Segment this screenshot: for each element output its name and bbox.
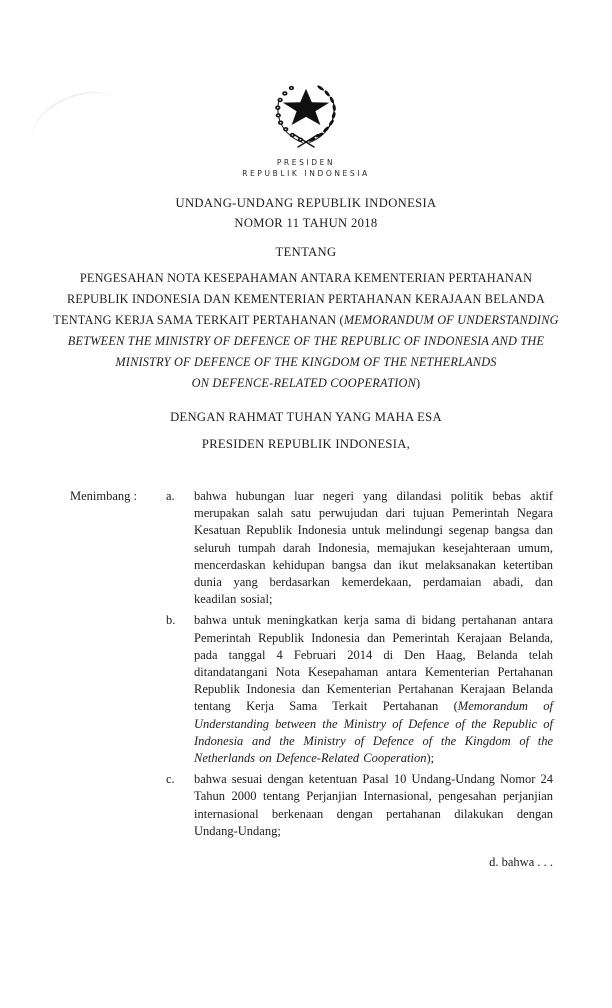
item-text (194, 612, 553, 767)
tentang-heading: TENTANG (275, 245, 337, 259)
law-title-block (0, 193, 612, 262)
menimbang-row (58, 488, 553, 840)
item-marker: a. (166, 489, 175, 503)
catchword: d. bahwa . . . (489, 855, 553, 870)
law-number: NOMOR 11 TAHUN 2018 (234, 216, 378, 230)
item-marker: b. (166, 613, 176, 628)
letterhead-republik: REPUBLIK INDONESIA (242, 168, 370, 178)
item-text-normal: bahwa untuk meningkatkan kerja sama di bidang pertahanan antara Pemerintah Republik Indonesia dan Pemerintah Kerajaan Belanda, pada tanggal 4 Februari 2014 di Den Haag, Belanda telah ditandatangani Nota Kesepahaman antara Kementerian Pertahanan Republik Indonesia dan Kementerian Pertahanan Kerajaan Belanda tentang Kerja Sama Terkait Pertahanan ( (194, 613, 553, 714)
subject-line: PENGESAHAN NOTA KESEPAHAMAN ANTARA KEMENTERIAN PERTAHANAN (79, 271, 533, 285)
subject-text-italic: MEMORANDUM OF UNDERSTANDING (343, 313, 559, 327)
consideration-item-a (166, 488, 553, 608)
item-marker: c. (166, 772, 175, 787)
subject-line: REPUBLIK INDONESIA DAN KEMENTERIAN PERTAHANAN KERAJAAN BELANDA (67, 292, 545, 306)
item-text: bahwa sesuai dengan ketentuan Pasal 10 Undang-Undang Nomor 24 Tahun 2000 tentang Perjanjian Internasional, pengesahan perjanjian internasional berkenaan dengan pertahanan dilakukan dengan Undang-Undang; (194, 772, 553, 838)
subject-line: MINISTRY OF DEFENCE OF THE KINGDOM OF THE NETHERLANDS (115, 355, 497, 369)
menimbang-label: Menimbang : (70, 489, 138, 503)
item-text-close: ); (426, 751, 435, 766)
preamble (0, 410, 612, 452)
presidential-star-wreath-emblem-icon (259, 78, 353, 152)
subject-line: BETWEEN THE MINISTRY OF DEFENCE OF THE REPUBLIC OF INDONESIA AND THE (67, 334, 545, 348)
subject-text-normal: ) (416, 376, 421, 390)
rahmat-line: DENGAN RAHMAT TUHAN YANG MAHA ESA (170, 410, 442, 424)
subject-line (0, 310, 612, 331)
subject-title (0, 268, 612, 394)
letterhead (0, 78, 612, 179)
subject-line (0, 373, 612, 394)
consideration-item-c (166, 771, 553, 840)
presiden-line: PRESIDEN REPUBLIK INDONESIA, (201, 437, 411, 451)
letterhead-presiden: PRESIDEN (276, 158, 336, 167)
subject-text-normal: TENTANG KERJA SAMA TERKAIT PERTAHANAN ( (53, 313, 344, 327)
subject-text-italic: ON DEFENCE-RELATED COOPERATION (191, 376, 417, 390)
consideration-item-b (166, 612, 553, 767)
law-title: UNDANG-UNDANG REPUBLIK INDONESIA (175, 196, 437, 210)
item-text-italic: Memorandum of Understanding between the Ministry of Defence of the Republic of Indonesia and the Ministry of Defence of the Kingdom of the Netherlands on Defence-Related Cooperation (194, 699, 553, 766)
item-text: bahwa hubungan luar negeri yang dilandasi politik bebas aktif merupakan salah satu perwujudan dari tujuan Pemerintah Negara Kesatuan Republik Indonesia untuk melindungi segenap bangsa dan seluruh tumpah darah Indonesia, memajukan kesejahteraan umum, mencerdaskan kehidupan bangsa dan ikut melaksanakan ketertiban dunia yang berdasarkan kemerdekaan, perdamaian abadi, dan keadilan sosial; (194, 489, 553, 607)
menimbang-items (166, 488, 553, 840)
menimbang-section (58, 488, 553, 840)
